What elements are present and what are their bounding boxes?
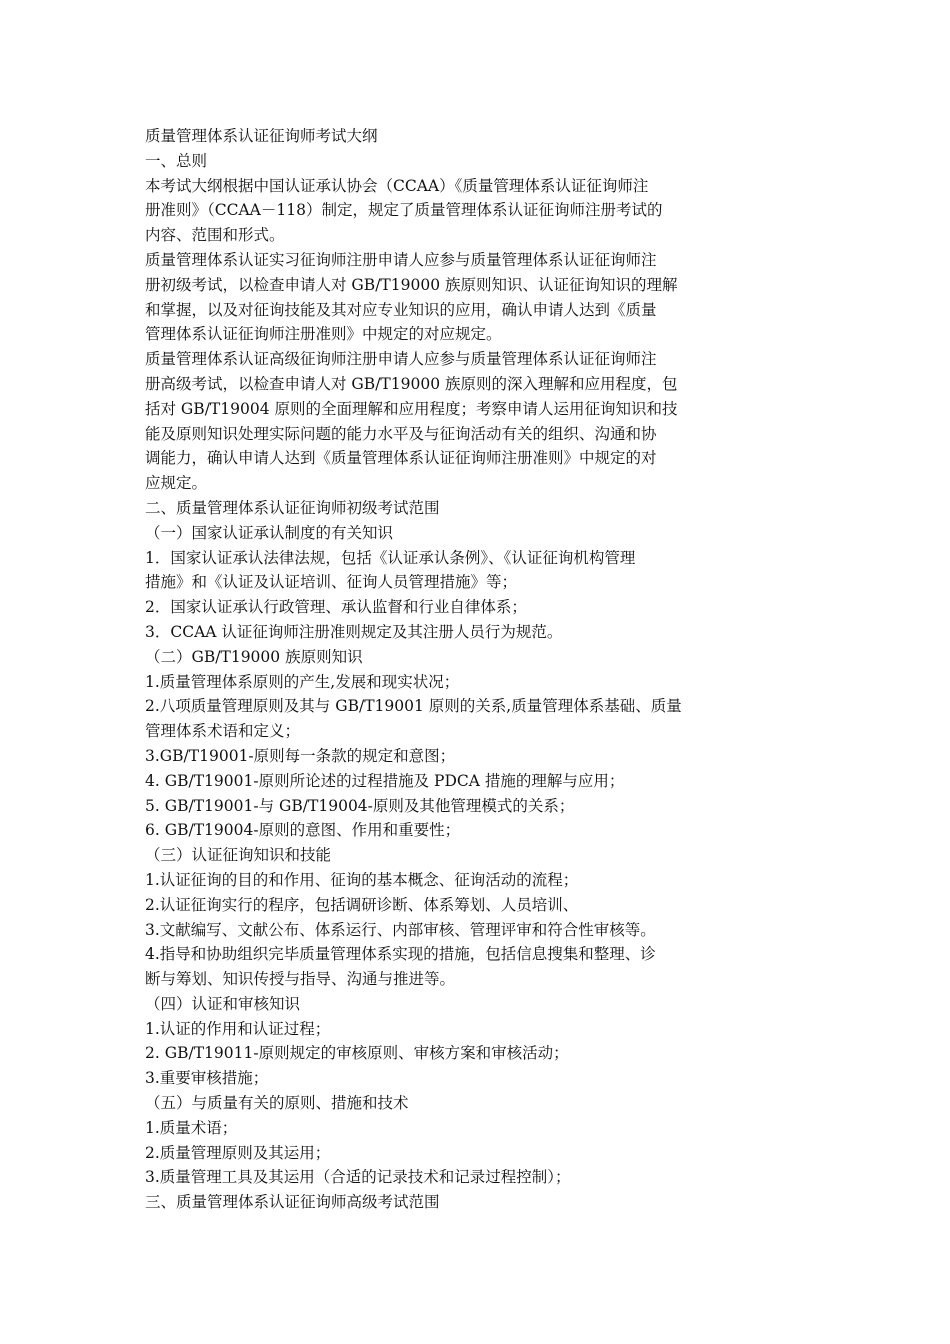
paragraph-line: 调能力，确认申请人达到《质量管理体系认证征询师注册准则》中规定的对 xyxy=(145,449,657,468)
list-item: 2.八项质量管理原则及其与 GB/T19001 原则的关系,质量管理体系基础、质量 xyxy=(145,697,682,716)
paragraph-line: 册初级考试，以检查申请人对 GB/T19000 族原则知识、认证征询知识的理解 xyxy=(145,275,678,294)
paragraph-line: 册高级考试，以检查申请人对 GB/T19000 族原则的深入理解和应用程度，包 xyxy=(145,374,678,393)
list-item: 1.质量术语； xyxy=(145,1118,238,1137)
section-heading-junior-exam: 二、质量管理体系认证征询师初级考试范围 xyxy=(145,498,440,517)
list-item: 断与筹划、知识传授与指导、沟通与推进等。 xyxy=(145,970,456,989)
list-item: 2.质量管理原则及其运用； xyxy=(145,1143,331,1162)
paragraph-line: 应规定。 xyxy=(145,474,208,493)
paragraph-line: 能及原则知识处理实际问题的能力水平及与征询活动有关的组织、沟通和协 xyxy=(145,424,657,443)
list-item: 1.认证的作用和认证过程； xyxy=(145,1019,331,1038)
list-item: 管理体系术语和定义； xyxy=(145,722,301,741)
subsection-heading: （四）认证和审核知识 xyxy=(145,994,301,1013)
list-item: 3.GB/T19001-原则每一条款的规定和意图； xyxy=(145,746,456,765)
paragraph-line: 质量管理体系认证高级征询师注册申请人应参与质量管理体系认证征询师注 xyxy=(145,350,657,369)
list-item: 3.质量管理工具及其运用（合适的记录技术和记录过程控制）； xyxy=(145,1168,571,1187)
section-heading-general: 一、总则 xyxy=(145,151,208,170)
document-title: 质量管理体系认证征询师考试大纲 xyxy=(145,127,378,145)
list-item: 3.文献编写、文献公布、体系运行、内部审核、管理评审和符合性审核等。 xyxy=(145,920,656,939)
paragraph-line: 内容、范围和形式。 xyxy=(145,226,285,245)
list-item: 1.认证征询的目的和作用、征询的基本概念、征询活动的流程； xyxy=(145,870,579,889)
list-item: 3．CCAA 认证征询师注册准则规定及其注册人员行为规范。 xyxy=(145,622,563,641)
list-item: 4. GB/T19001-原则所论述的过程措施及 PDCA 措施的理解与应用； xyxy=(145,771,625,790)
document-body xyxy=(145,124,705,1215)
paragraph-line: 管理体系认证征询师注册准则》中规定的对应规定。 xyxy=(145,325,502,344)
list-item: 1．国家认证承认法律法规，包括《认证承认条例》、《认证征询机构管理 xyxy=(145,548,636,567)
paragraph-line: 质量管理体系认证实习征询师注册申请人应参与质量管理体系认证征询师注 xyxy=(145,250,657,269)
paragraph-line: 和掌握，以及对征询技能及其对应专业知识的应用，确认申请人达到《质量 xyxy=(145,300,657,319)
list-item: 2．国家认证承认行政管理、承认监督和行业自律体系； xyxy=(145,598,527,617)
subsection-heading: （三）认证征询知识和技能 xyxy=(145,846,332,865)
subsection-heading: （一）国家认证承认制度的有关知识 xyxy=(145,523,394,542)
list-item: 2. GB/T19011-原则规定的审核原则、审核方案和审核活动； xyxy=(145,1044,569,1063)
list-item: 3.重要审核措施； xyxy=(145,1069,269,1088)
section-heading-senior-exam: 三、质量管理体系认证征询师高级考试范围 xyxy=(145,1193,440,1212)
paragraph-line: 本考试大纲根据中国认证承认协会（CCAA）《质量管理体系认证征询师注 xyxy=(145,176,649,195)
list-item: 5. GB/T19001-与 GB/T19004-原则及其他管理模式的关系； xyxy=(145,796,575,815)
paragraph-line: 括对 GB/T19004 原则的全面理解和应用程度；考察申请人运用征询知识和技 xyxy=(145,399,678,418)
list-item: 1.质量管理体系原则的产生,发展和现实状况； xyxy=(145,672,460,691)
subsection-heading: （二）GB/T19000 族原则知识 xyxy=(145,647,363,666)
list-item: 措施》和《认证及认证培训、征询人员管理措施》等； xyxy=(145,573,518,592)
list-item: 4.指导和协助组织完毕质量管理体系实现的措施，包括信息搜集和整理、诊 xyxy=(145,945,656,964)
subsection-heading: （五）与质量有关的原则、措施和技术 xyxy=(145,1094,409,1113)
list-item: 2.认证征询实行的程序，包括调研诊断、体系筹划、人员培训、 xyxy=(145,895,579,914)
paragraph-line: 册准则》（CCAA－118）制定，规定了质量管理体系认证征询师注册考试的 xyxy=(145,201,663,220)
list-item: 6. GB/T19004-原则的意图、作用和重要性； xyxy=(145,821,461,840)
